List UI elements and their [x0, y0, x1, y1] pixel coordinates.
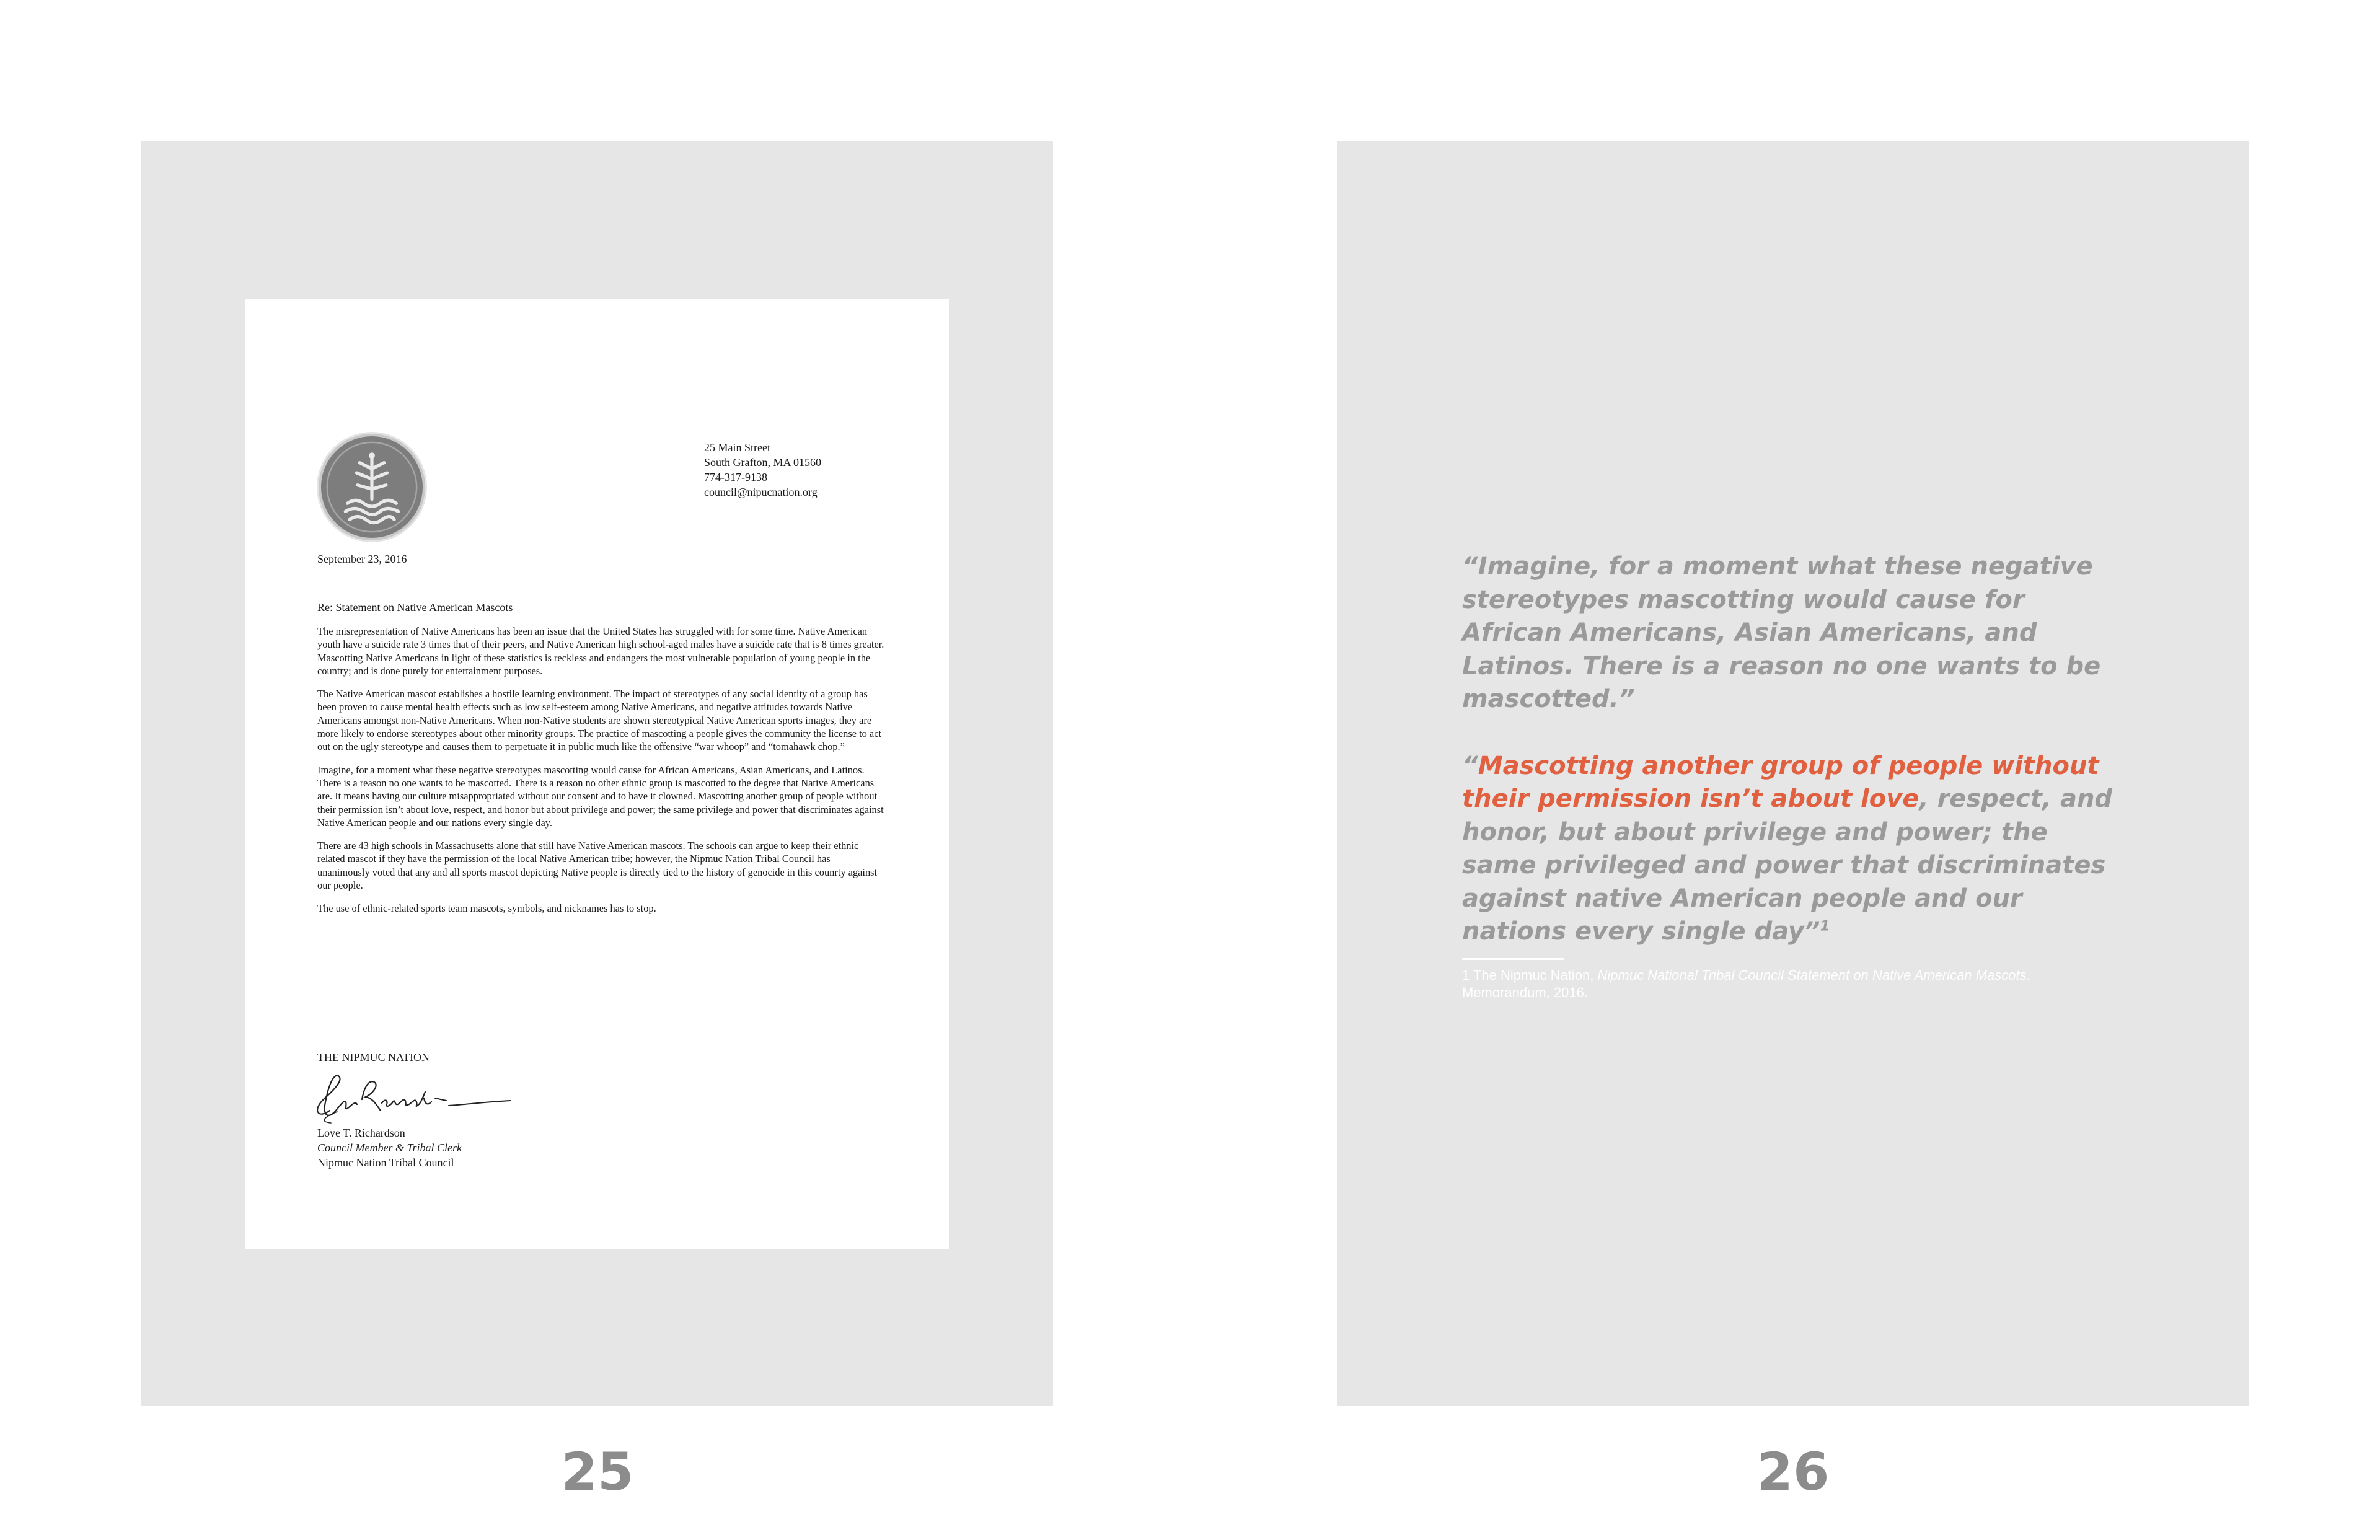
quote-block: [1462, 550, 2125, 949]
letter-paragraph: There are 43 high schools in Massachusetts alone that still have Native American mascots. The schools can argue to keep their ethnic related mascot if they have the permission of the local Native American tribe; however, the Nipmuc Nation Tribal Council has unanimously voted that any and all sports mascot depicting Native people is directly tied to the history of genocide in this counrty against our people.: [317, 840, 878, 892]
address-street: 25 Main Street: [704, 441, 770, 454]
letter-date: September 23, 2016: [317, 553, 407, 565]
footnote-reference: 1: [1820, 918, 1830, 935]
quote-open-mark: “: [1462, 751, 1478, 780]
handwritten-signature: [300, 1067, 523, 1127]
letter-subject: Re: Statement on Native American Mascots: [317, 601, 513, 614]
address-email: council@nipucnation.org: [704, 486, 818, 498]
signer-org: Nipmuc Nation Tribal Council: [317, 1156, 454, 1169]
letter-body: [317, 625, 884, 925]
page-number-25: 25: [561, 1441, 634, 1502]
address-city: South Grafton, MA 01560: [704, 456, 821, 469]
page-number-26: 26: [1756, 1441, 1830, 1502]
quote-mascotting: [1462, 750, 2125, 949]
letter-paragraph: Imagine, for a moment what these negative stereotypes mascotting would cause for African Americans, Asian Americans, and Latinos. There is a reason no one wants to be mascotted. There is a reason no other ethnic group is mascotted to the degree that Native Americans are. It means having our culture misappropriated without our consent and to have it clowned. Mascotting another group of people without their permission isn’t about love, respect, and honor but about privilege and power; the same privilege and power that discriminates against Native American people and our nations every single day.: [317, 763, 884, 829]
letter-address: [704, 440, 909, 499]
footnote-divider: [1462, 958, 1564, 960]
signer-name: Love T. Richardson: [317, 1127, 405, 1139]
letter-paragraph: The use of ethnic-related sports team mascots, symbols, and nicknames has to stop.: [317, 902, 656, 915]
footnote-number: 1: [1462, 967, 1470, 983]
footnote-author: The Nipmuc Nation,: [1470, 967, 1598, 983]
address-phone: 774-317-9138: [704, 471, 767, 483]
scanned-letter: [245, 299, 949, 1249]
quote-imagine: “Imagine, for a moment what these negative stereotypes mascotting would cause for African Americans, Asian Americans, and Latinos. There is a reason no one wants to be mascotted.”: [1462, 552, 2101, 713]
page-26-panel: [1337, 141, 2249, 1406]
footnote: [1462, 967, 2107, 1001]
signer-title: Council Member & Tribal Clerk: [317, 1142, 462, 1154]
quote-highlight: Mascotting another group of people without their permission isn’t about love: [1462, 751, 2099, 813]
letter-signer: [317, 1125, 462, 1170]
letter-paragraph: The misrepresentation of Native Americans has been an issue that the United States has struggled with for some time. Native American youth have a suicide rate 3 times that of their peers, and Native American high school-aged males have a suicide rate that is 8 times greater. Mascotting Native Americans in light of these statistics is reckless and endangers the most vulnerable population of young people in the country; and is done purely for entertainment purposes.: [317, 625, 884, 677]
footnote-rest: . Memorandum, 2016.: [1462, 967, 2030, 1000]
nipmuc-nation-seal-icon: [319, 434, 425, 540]
letter-paragraph: The Native American mascot establishes a hostile learning environment. The impact of stereotypes of any social identity of a group has been proven to cause mental health effects such as low self-esteem among Native Americans, and negative attitudes towards Native Americans amongst non-Native Americans. When non-Native students are shown stereotypical Native American sports images, they are more likely to endorse stereotypes about other minority groups. The practice of mascotting a people gives the community the license to act out on the ugly stereotype and causes them to perpetuate it in public much like the offensive “war whoop” and “tomahawk chop.”: [317, 688, 882, 753]
quote-rest: , respect, and honor, but about privilege and power; the same privileged and power that discriminates against native American people and our nations every single day”: [1462, 785, 2113, 946]
letter-closing-org: THE NIPMUC NATION: [317, 1051, 430, 1063]
footnote-title: Nipmuc National Tribal Council Statement on Native American Mascots: [1597, 967, 2027, 983]
page-25-panel: [141, 141, 1053, 1406]
